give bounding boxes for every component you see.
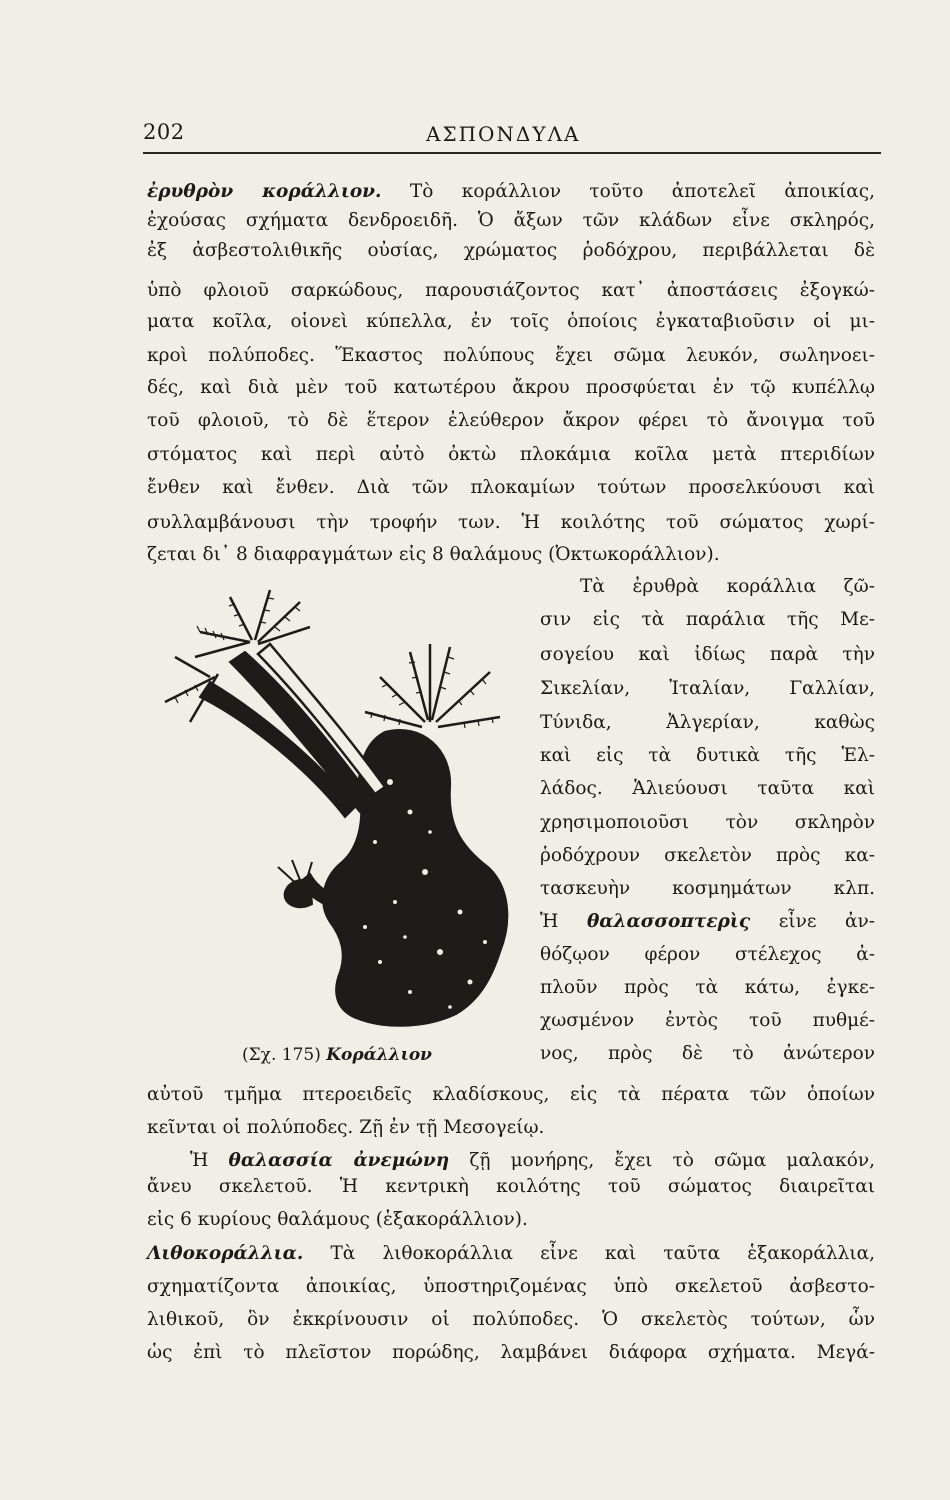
text-line: λιθικοῦ, ὃν ἐκκρίνουσιν οἱ πολύποδες. Ὁ σκελετὸς τούτων, ὧν bbox=[147, 1309, 875, 1330]
text-line: ἔνθεν καὶ ἔνθεν. Διὰ τῶν πλοκαμίων τούτων προσελκύουσι καὶ bbox=[147, 477, 875, 498]
text-line: Τὰ ἐρυθρὰ κοράλλια ζῶ- bbox=[580, 576, 875, 597]
text-line: νος, πρὸς δὲ τὸ ἀνώτερον bbox=[540, 1043, 875, 1064]
text-line: Ἡ θαλασσία ἀνεμώνη ζῇ μονήρης, ἔχει τὸ σῶμα μαλακόν, bbox=[190, 1150, 875, 1171]
text-line: σχηματίζοντα ἀποικίας, ὑποστηριζομένας ὑπὸ σκελετοῦ ἀσβεστο- bbox=[147, 1276, 875, 1297]
text-line: εἰς 6 κυρίους θαλάμους (ἑξακοράλλιον). bbox=[147, 1209, 528, 1230]
text-line: Λιθοκοράλλια. Τὰ λιθοκοράλλια εἶνε καὶ ταῦτα ἑξακοράλλια, bbox=[147, 1243, 875, 1264]
text-line: συλλαμβάνουσι τὴν τροφήν των. Ἡ κοιλότης τοῦ σώματος χωρί- bbox=[147, 512, 875, 533]
text-line: Σικελίαν, Ἰταλίαν, Γαλλίαν, bbox=[540, 678, 875, 699]
text-line: ἄνευ σκελετοῦ. Ἡ κεντρικὴ κοιλότης τοῦ σώματος διαιρεῖται bbox=[147, 1176, 875, 1197]
text-line: Τύνιδα, Ἀλγερίαν, καθὼς bbox=[540, 712, 875, 733]
term-anemone: θαλασσία ἀνεμώνη bbox=[228, 1150, 450, 1171]
page-number: 202 bbox=[143, 120, 185, 144]
text-line: Ἡ θαλασσοπτερὶς εἶνε ἀν- bbox=[540, 911, 875, 932]
text-line: ζεται δι᾽ 8 διαφραγμάτων εἰς 8 θαλάμους (Ὀκτωκοράλλιον). bbox=[147, 544, 720, 565]
text-line: ἐξ ἀσβεστολιθικῆς οὐσίας, χρώματος ῥοδόχρου, περιβάλλεται δὲ bbox=[147, 240, 875, 261]
text-line: ῥοδόχρουν σκελετὸν πρὸς κα- bbox=[540, 845, 875, 866]
figure-caption: (Σχ. 175) Κοράλλιον bbox=[242, 1045, 432, 1065]
text-line: ὑπὸ φλοιοῦ σαρκώδους, παρουσιάζοντος κατ᾽ ἀποστάσεις ἐξογκώ- bbox=[147, 280, 875, 301]
text-line: θόζῳον φέρον στέλεχος ἀ- bbox=[540, 944, 875, 965]
text-line: αὐτοῦ τμῆμα πτεροειδεῖς κλαδίσκους, εἰς τὰ πέρατα τῶν ὁποίων bbox=[147, 1084, 875, 1105]
text-line: λάδος. Ἁλιεύουσι ταῦτα καὶ bbox=[540, 778, 875, 799]
text-line: ἐρυθρὸν κοράλλιον. Τὸ κοράλλιον τοῦτο ἀποτελεῖ ἀποικίας, bbox=[147, 181, 875, 202]
text-line: στόματος καὶ περὶ αὐτὸ ὀκτὼ πλοκάμια κοῖλα μετὰ πτεριδίων bbox=[147, 444, 875, 465]
text-line: χρησιμοποιοῦσι τὸν σκληρὸν bbox=[540, 812, 875, 833]
text-line: κεῖνται οἱ πολύποδες. Ζῇ ἐν τῇ Μεσογείῳ. bbox=[147, 1117, 545, 1138]
page-header bbox=[143, 112, 881, 152]
text-line: σιν εἰς τὰ παράλια τῆς Με- bbox=[540, 609, 875, 630]
text-line: σογείου καὶ ἰδίως παρὰ τὴν bbox=[540, 644, 875, 665]
text-line: καὶ εἰς τὰ δυτικὰ τῆς Ἑλ- bbox=[540, 745, 875, 766]
text-line: τοῦ φλοιοῦ, τὸ δὲ ἕτερον ἐλεύθερον ἄκρον φέρει τὸ ἄνοιγμα τοῦ bbox=[147, 410, 875, 431]
header-rule bbox=[143, 152, 881, 154]
text-line: ματα κοῖλα, οἱονεὶ κύπελλα, ἐν τοῖς ὁποίοις ἐγκαταβιοῦσιν οἱ μι- bbox=[147, 311, 875, 332]
text-line: χωσμένον ἐντὸς τοῦ πυθμέ- bbox=[540, 1010, 875, 1031]
term-thalassopteris: θαλασσοπτερὶς bbox=[586, 911, 751, 932]
text-line: ὡς ἐπὶ τὸ πλεῖστον πορώδης, λαμβάνει διάφορα σχήματα. Μεγά- bbox=[147, 1342, 875, 1363]
text-line: πλοῦν πρὸς τὰ κάτω, ἐγκε- bbox=[540, 977, 875, 998]
text-line: ἐχούσας σχήματα δενδροειδῆ. Ὁ ἄξων τῶν κλάδων εἶνε σκληρός, bbox=[147, 210, 875, 231]
coral-illustration bbox=[160, 582, 530, 1047]
text-line: κροὶ πολύποδες. Ἕκαστος πολύπους ἔχει σῶμα λευκόν, σωληνοει- bbox=[147, 345, 875, 366]
text-line: τασκευὴν κοσμημάτων κλπ. bbox=[540, 878, 875, 899]
text-line: δές, καὶ διὰ μὲν τοῦ κατωτέρου ἄκρου προσφύεται ἐν τῷ κυπέλλῳ bbox=[147, 377, 875, 398]
running-title: ΑΣΠΟΝΔΥΛΑ bbox=[426, 122, 581, 146]
